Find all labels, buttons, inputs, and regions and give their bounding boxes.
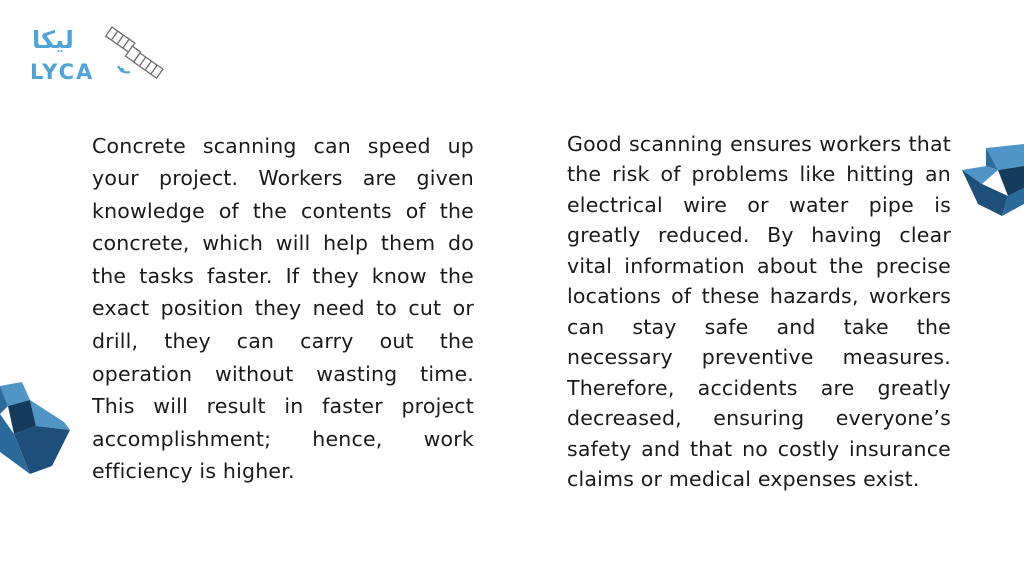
concrete-block-shape-left	[0, 382, 70, 474]
logo-arabic-text: ليكا	[32, 26, 74, 54]
paragraph-left: Concrete scanning can speed up your project. Workers are given knowledge of the contents of the concrete, which will help them do the tasks faster. If they know the exact position they need to cut or drill, they can carry out the operation without wasting time. This will result in faster project accomplishment; hence, work efficiency is higher.	[92, 133, 474, 484]
paragraph-right: Good scanning ensures workers that the risk of problems like hitting an electrical wire or water pipe is greatly reduced. By having clear vital information about the precise locations of these hazards, workers can stay safe and take the necessary preventive measures. Therefore, accidents are greatly decreased, ensuring everyone’s safety and that no costly insurance claims or medical expenses exist.	[567, 131, 951, 491]
satellite-icon	[100, 26, 166, 84]
logo-latin-text: LYCA	[30, 60, 95, 84]
concrete-block-shape-right	[962, 144, 1024, 216]
brand-logo[interactable]	[28, 24, 164, 88]
